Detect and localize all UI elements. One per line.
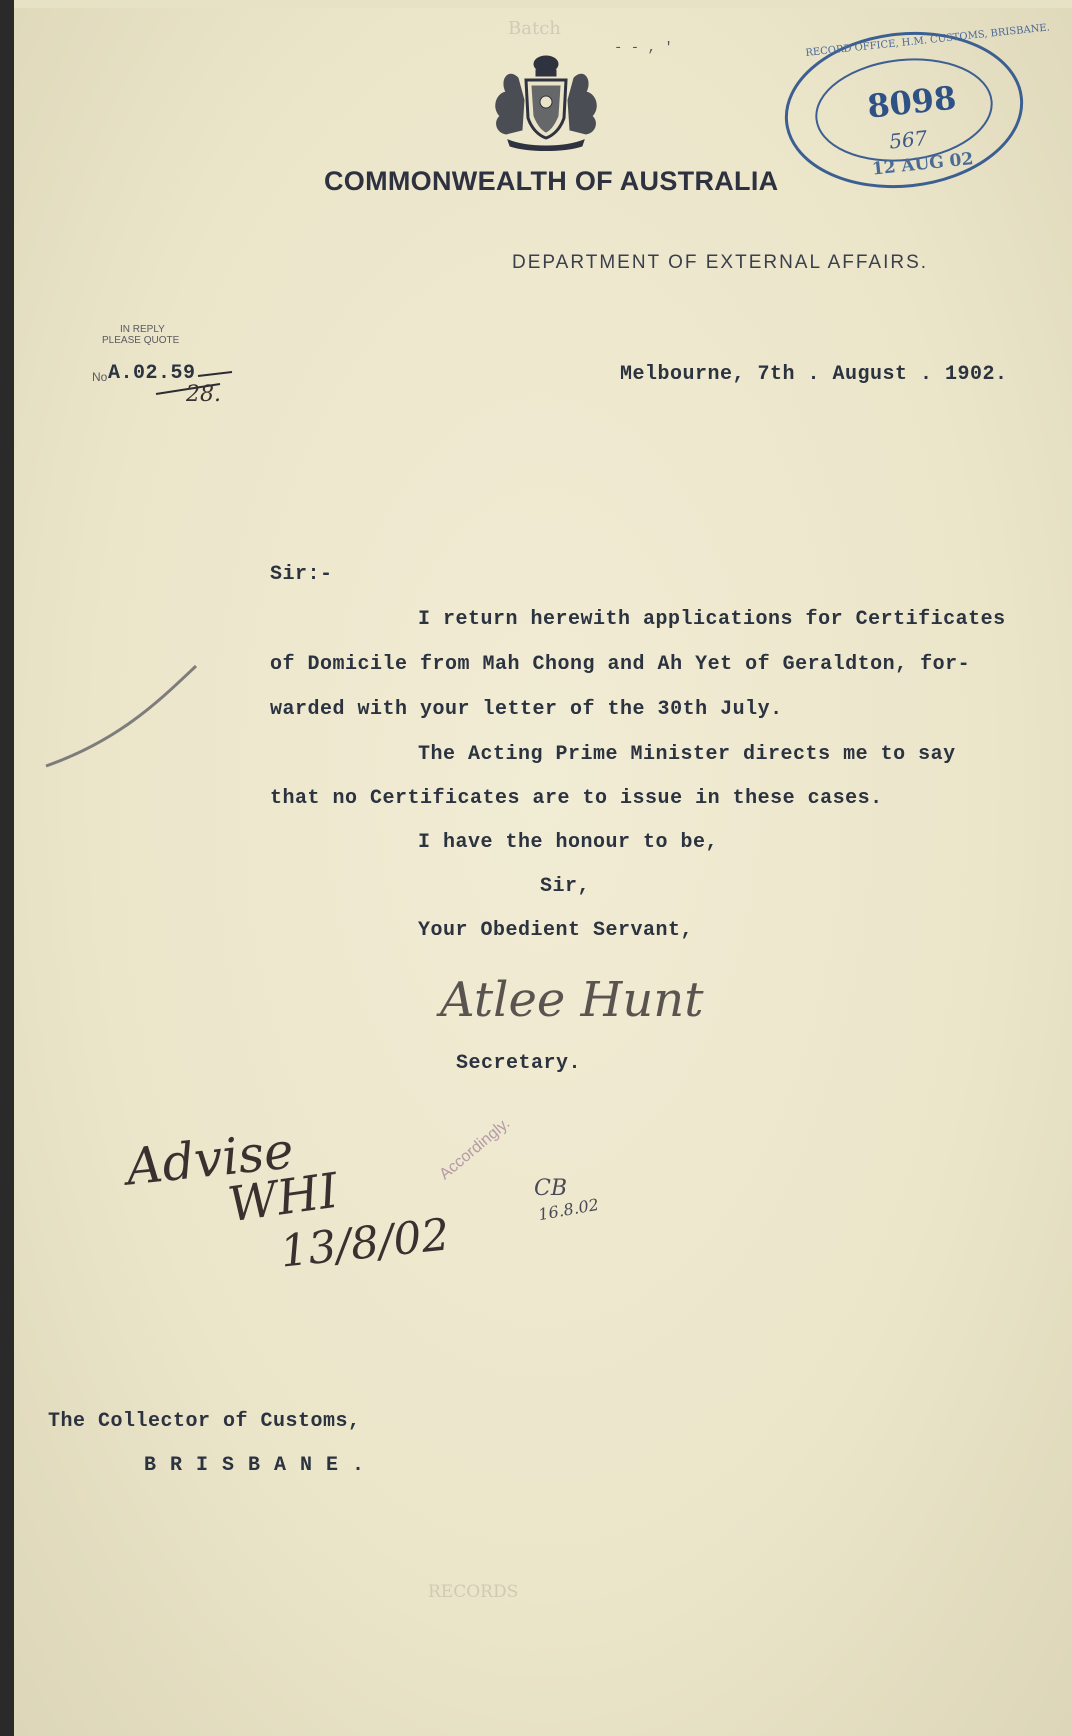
reference-number: A.02.59 [108, 362, 196, 385]
stamp-ring-text: RECORD OFFICE, H.M. CUSTOMS, BRISBANE. [804, 22, 1051, 59]
reference-no-label: No [92, 370, 108, 384]
annotation-initials-date: 16.8.02 [536, 1194, 601, 1225]
salutation: Sir:- [270, 563, 333, 586]
faint-batch-text: Batch [508, 18, 561, 39]
closing-line-3: Your Obedient Servant, [418, 919, 694, 942]
annotation-initials-whi: WHI [224, 1162, 342, 1234]
stamp-sub-number: 567 [887, 125, 929, 154]
reference-handwritten-number: 28. [186, 382, 221, 407]
addressee-line-1: The Collector of Customs, [48, 1410, 361, 1433]
closing-line-2: Sir, [540, 875, 591, 898]
stamp-date: 12 AUG 02 [871, 149, 975, 180]
department-heading: DEPARTMENT OF EXTERNAL AFFAIRS. [512, 252, 929, 273]
body-line-1: I return herewith applications for Certificates [418, 608, 1006, 631]
coat-of-arms-emblem [478, 50, 614, 154]
annotation-advise: Advise [123, 1121, 297, 1197]
closing-line-1: I have the honour to be, [418, 831, 719, 854]
accordingly-stamp: Accordingly. [436, 1114, 514, 1184]
stamp-number: 8098 [865, 78, 959, 126]
body-line-5: that no Certificates are to issue in these cases. [270, 787, 883, 810]
customs-received-stamp [774, 16, 1051, 205]
annotation-initials-cb: CB [534, 1176, 567, 1201]
addressee-line-2: B R I S B A N E . [144, 1454, 366, 1477]
body-line-2: of Domicile from Mah Chong and Ah Yet of Geraldton, for- [270, 653, 971, 676]
please-quote-label: PLEASE QUOTE [102, 335, 180, 346]
annotation-date: 13/8/02 [277, 1209, 452, 1278]
body-line-3: warded with your letter of the 30th July. [270, 698, 783, 721]
body-line-4: The Acting Prime Minister directs me to say [418, 743, 956, 766]
in-reply-label: IN REPLY [120, 324, 165, 335]
signatory-title: Secretary. [456, 1052, 582, 1075]
stray-ink-marks: - - , ' [614, 40, 673, 56]
page-edge-shadow [0, 0, 14, 1736]
org-heading: COMMONWEALTH OF AUSTRALIA [324, 166, 779, 196]
dateline: Melbourne, 7th . August . 1902. [620, 363, 1008, 386]
margin-pencil-stroke [40, 660, 210, 770]
signature: Atlee Hunt [440, 972, 704, 1028]
faint-records-text: RECORDS [428, 1582, 519, 1602]
